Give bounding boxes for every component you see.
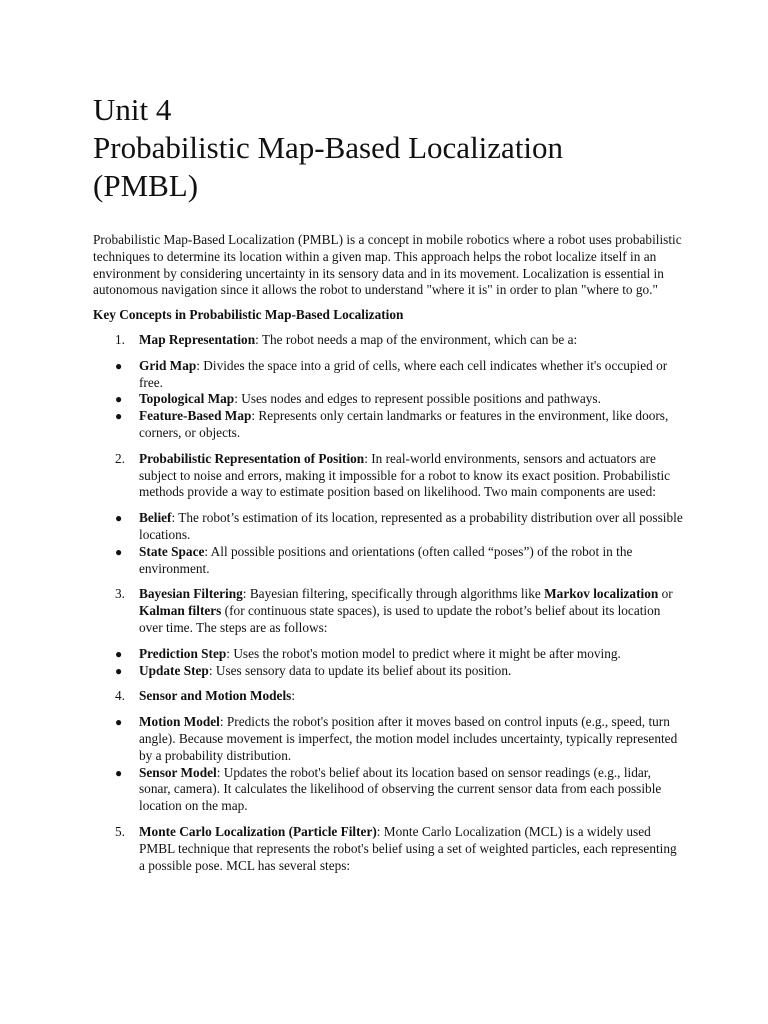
page-title: Probabilistic Map-Based Localization: [93, 130, 564, 165]
list-item: [93, 714, 683, 764]
item-number: 1.: [115, 331, 125, 347]
bullet-icon: ●: [115, 392, 123, 407]
bullet-icon: ●: [115, 646, 123, 661]
bullet-text: : Predicts the robot's position after it moves based on control inputs (e.g., speed, turn angle). Because movement is imperfect, the motion model includes uncertainty, typically represented by a probability distribution.: [139, 714, 678, 763]
numbered-item-sensor-motion-models: [93, 688, 683, 705]
bullet-text: : Uses nodes and edges to represent possible positions and pathways.: [234, 391, 601, 407]
bullet-text: : Represents only certain landmarks or features in the environment, like doors, corners, or objects.: [139, 408, 669, 440]
item-term-kalman: Kalman filters: [139, 603, 222, 619]
bullet-icon: ●: [115, 358, 123, 373]
item-number: 2.: [115, 450, 125, 466]
item-term: Map Representation: [139, 331, 256, 347]
bullet-term: Grid Map: [139, 357, 197, 373]
document-body: [93, 232, 683, 883]
list-item: [93, 646, 683, 663]
list-item: [93, 408, 683, 442]
numbered-item-map-representation: [93, 332, 683, 349]
item-term: Sensor and Motion Models: [139, 688, 292, 704]
bullet-text: : Uses the robot's motion model to predict where it might be after moving.: [226, 645, 621, 661]
numbered-item-monte-carlo: [93, 824, 683, 874]
item-text: : Bayesian filtering, specifically through algorithms like: [242, 586, 545, 602]
bullet-list-models: [93, 714, 683, 815]
item-text: or: [658, 586, 673, 602]
bullet-term: State Space: [139, 543, 205, 559]
item-number: 3.: [115, 586, 125, 602]
bullet-text: : Updates the robot's belief about its location based on sensor readings (e.g., lidar, sonar, camera). It calculates the likelihood of observing the current sensor data from each possible location on the map.: [139, 764, 662, 814]
bullet-icon: ●: [115, 663, 123, 678]
bullet-icon: ●: [115, 544, 123, 559]
list-item: [93, 544, 683, 578]
list-item: [93, 358, 683, 392]
unit-heading: Unit 4: [93, 92, 172, 127]
bullet-icon: ●: [115, 715, 123, 730]
item-text: (for continuous state spaces), is used to update the robot’s belief about its location over time. The steps are as follows:: [139, 603, 661, 635]
item-term: Probabilistic Representation of Position: [139, 450, 365, 466]
item-term: Monte Carlo Localization (Particle Filter): [139, 823, 377, 839]
bullet-list-map-types: [93, 358, 683, 442]
numbered-item-bayesian-filtering: [93, 586, 683, 636]
bullet-list-components: [93, 510, 683, 577]
list-item: [93, 391, 683, 408]
numbered-item-probabilistic-position: [93, 451, 683, 501]
bullet-text: : Uses sensory data to update its belief about its position.: [208, 662, 512, 678]
bullet-term: Prediction Step: [139, 645, 227, 661]
bullet-text: : Divides the space into a grid of cells, where each cell indicates whether it's occupied or free.: [139, 357, 668, 390]
item-text: : Monte Carlo Localization (MCL) is a widely used PMBL technique that represents the robot's belief using a set of weighted particles, each representing a possible pose. MCL has several steps:: [139, 823, 677, 873]
section-heading: Key Concepts in Probabilistic Map-Based Localization: [93, 307, 404, 323]
page-title-acronym: (PMBL): [93, 168, 199, 203]
bullet-icon: ●: [115, 409, 123, 424]
item-text: : In real-world environments, sensors and actuators are subject to noise and errors, making it impossible for a robot to know its exact position. Probabilistic methods provide a way to estimate position based on likelihood. Two main components are used:: [139, 450, 671, 500]
bullet-term: Belief: [139, 510, 172, 526]
item-text: : The robot needs a map of the environment, which can be a:: [255, 331, 578, 347]
title-block: [93, 91, 713, 205]
bullet-text: : The robot’s estimation of its location, represented as a probability distribution over all possible locations.: [139, 510, 683, 542]
bullet-text: : All possible positions and orientations (often called “poses”) of the robot in the environment.: [139, 543, 633, 576]
bullet-list-filter-steps: [93, 646, 683, 680]
bullet-term: Topological Map: [139, 391, 235, 407]
list-item: [93, 765, 683, 815]
intro-paragraph: Probabilistic Map-Based Localization (PMBL) is a concept in mobile robotics where a robot uses probabilistic techniques to determine its location within a given map. This approach helps the robot localize itself in an environment by considering uncertainty in its sensory data and in its movement. Localization is essential in autonomous navigation since it allows the robot to understand "where it is" in order to plan "where to go.": [93, 232, 682, 298]
bullet-term: Feature-Based Map: [139, 408, 252, 424]
bullet-term: Sensor Model: [139, 764, 217, 780]
item-number: 4.: [115, 688, 125, 704]
bullet-icon: ●: [115, 765, 123, 780]
item-term-markov: Markov localization: [544, 586, 659, 602]
item-number: 5.: [115, 823, 125, 839]
bullet-term: Motion Model: [139, 714, 220, 730]
bullet-icon: ●: [115, 511, 123, 526]
item-term: Bayesian Filtering: [139, 586, 243, 602]
item-text: :: [291, 688, 296, 704]
list-item: [93, 510, 683, 544]
list-item: [93, 663, 683, 680]
bullet-term: Update Step: [139, 662, 209, 678]
